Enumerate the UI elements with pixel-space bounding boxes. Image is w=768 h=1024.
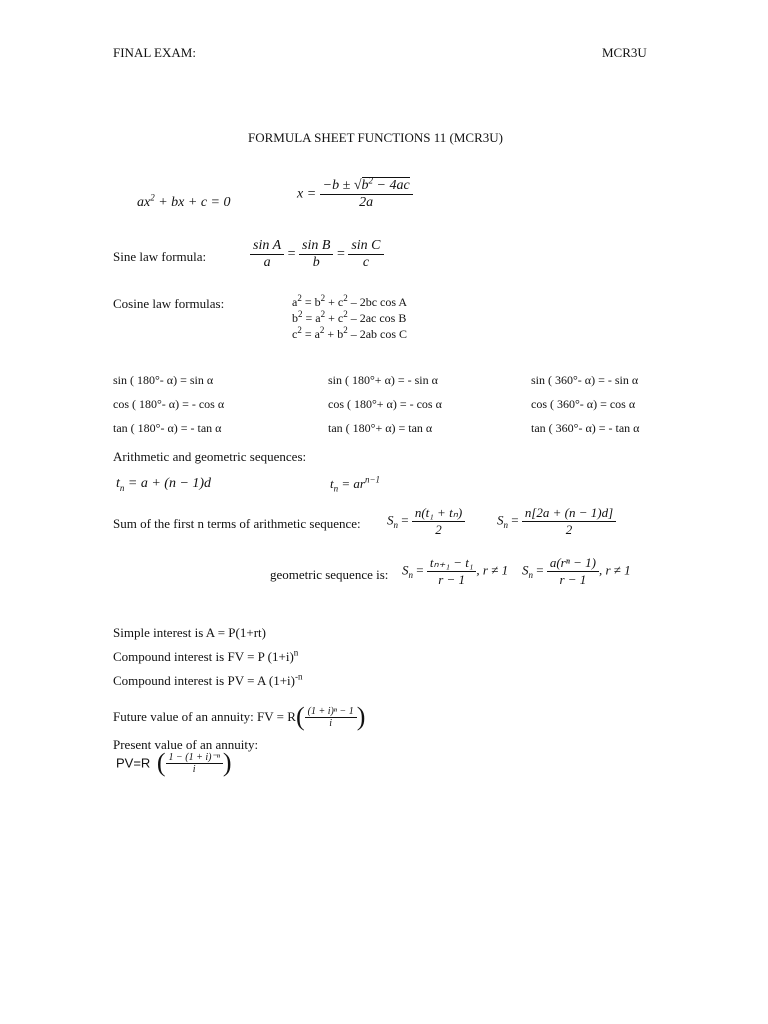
cosine-law-line-a: $a^2 = b^2 + c^2 - 2bc$ cos A: [292, 293, 408, 309]
annuity-fv: Future value of an annuity: FV = R( $\frac{\text{(1 + i)ⁿ − 1}}{i}$ ): [113, 702, 366, 731]
sum-geo-label: geometric sequence is:: [270, 567, 389, 582]
header-left: FINAL EXAM:: [113, 45, 196, 60]
sum-arith-formula-2: $S_n$ = $\frac{n[2a + (n - 1)d]}{2}$: [497, 505, 616, 538]
page-title: FORMULA SHEET FUNCTIONS 11 (MCR3U): [248, 130, 503, 145]
quadratic-equation: $ax^2$ + bx + c = 0: [137, 192, 231, 210]
simple-interest: Simple interest is A = P(1+rt): [113, 625, 266, 640]
identity-tan-180-plus: tan ( 180°+ α) = tan α: [328, 421, 433, 435]
sine-law-formula: $\frac{\text{sin A}}{a}$ = $\frac{\text{sin B}}{b}$ = $\frac{\text{sin C}}{c}$: [250, 238, 384, 271]
sum-arith-label: Sum of the first n terms of arithmetic sequence:: [113, 516, 361, 531]
sum-geo-formula-2: $S_n$ = $\frac{\text{a(rⁿ − 1)}}{r - 1}$ , r ≠ 1: [522, 555, 631, 587]
identity-tan-360-minus: tan ( 360°- α) = - tan α: [531, 421, 640, 435]
sum-arith-formula-1: $S_n$ = $\frac{\text{n(t₁ + tₙ)}}{2}$: [387, 505, 465, 538]
quadratic-formula: x = $\frac{-b \pm √b^2 - 4ac}{2a}$: [297, 178, 413, 211]
sequences-label: Arithmetic and geometric sequences:: [113, 449, 307, 464]
identities-col-2: [328, 368, 442, 440]
identity-sin-180-plus: sin ( 180°+ α) = - sin α: [328, 373, 438, 387]
sine-law-label: Sine law formula:: [113, 249, 207, 264]
cosine-law-formulas: [292, 294, 407, 342]
identity-cos-360-minus: cos ( 360°- α) = cos α: [531, 397, 636, 411]
identity-sin-180-minus: sin ( 180°- α) = sin α: [113, 373, 214, 387]
arithmetic-term-formula: $t_n = a + (n - 1)d$: [116, 476, 212, 493]
identities-col-1: [113, 368, 224, 440]
identity-sin-360-minus: sin ( 360°- α) = - sin α: [531, 373, 639, 387]
geometric-term-formula: $t_n = ar^{n-1}$: [330, 474, 381, 494]
compound-interest-fv: Compound interest is FV = P $(1+i)^n$: [113, 647, 299, 664]
cosine-law-label: Cosine law formulas:: [113, 296, 225, 311]
cosine-law-line-b: $b^2 = a^2 + c^2 - 2ac$ cos B: [292, 309, 407, 325]
identities-col-3: [531, 368, 639, 440]
identity-tan-180-minus: tan ( 180°- α) = - tan α: [113, 421, 222, 435]
identity-cos-180-plus: cos ( 180°+ α) = - cos α: [328, 397, 442, 411]
cosine-law-line-c: $c^2 = a^2 + b^2 - 2ab$ cos C: [292, 325, 408, 341]
sum-geo-formula-1: $S_n$ = $\frac{\text{tₙ₊₁ − t₁}}{r - 1}$ , r ≠ 1: [402, 555, 509, 587]
identity-cos-180-minus: cos ( 180°- α) = - cos α: [113, 397, 225, 411]
annuity-pv-formula: PV=R ( $\frac{\text{1 − (1 + i)⁻ⁿ}}{i}$ ): [116, 748, 232, 777]
annuity-pv-label: Present value of an annuity:: [113, 737, 259, 752]
compound-interest-pv: Compound interest is PV = A $(1+i)^{-n}$: [113, 671, 303, 688]
header-right: MCR3U: [602, 45, 647, 60]
